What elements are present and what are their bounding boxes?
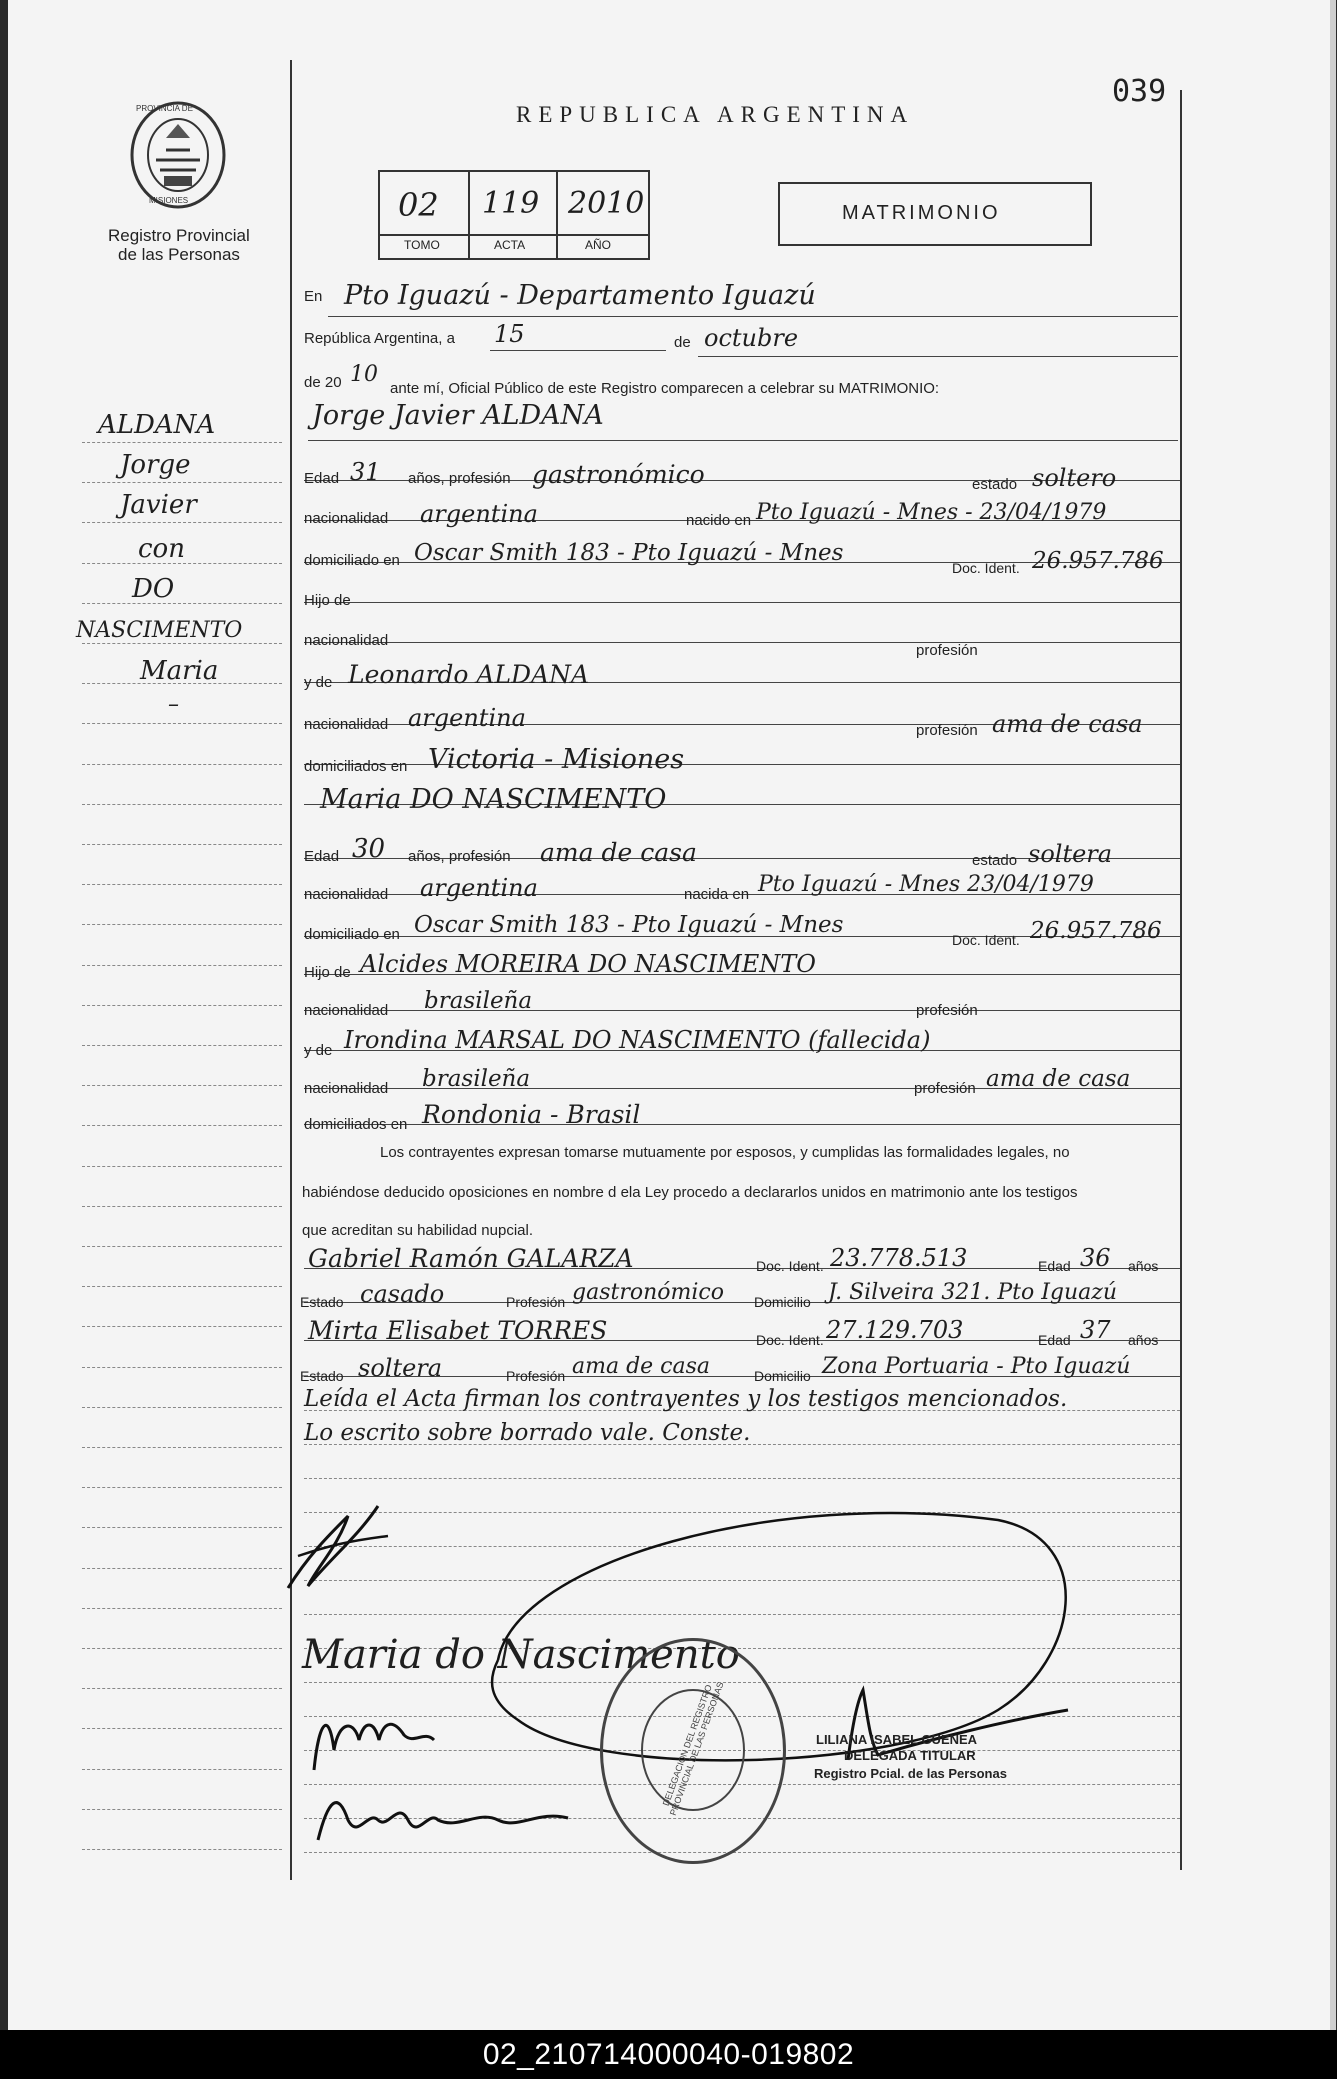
margin-note: ALDANA xyxy=(98,410,216,440)
groom-parents-address: Victoria - Misiones xyxy=(428,744,685,775)
label-nacida-en: nacida en xyxy=(684,886,750,903)
margin-ruled-line xyxy=(82,764,282,765)
bride-father: Alcides MOREIRA DO NASCIMENTO xyxy=(360,950,816,978)
label-nacionalidad: nacionalidad xyxy=(304,510,389,527)
country-heading: REPUBLICA ARGENTINA xyxy=(516,102,915,127)
margin-ruled-line xyxy=(82,1728,282,1729)
groom-address: Oscar Smith 183 - Pto Iguazú - Mnes xyxy=(414,540,844,566)
bride-birth: Pto Iguazú - Mnes 23/04/1979 xyxy=(758,872,1094,897)
margin-ruled-line xyxy=(82,1688,282,1689)
closing-line-1: Leída el Acta firman los contrayentes y los testigos mencionados. xyxy=(304,1386,1068,1412)
year-value: 10 xyxy=(350,362,378,387)
margin-note: Javier xyxy=(120,490,197,520)
acta-label: ACTA xyxy=(494,238,526,252)
margin-ruled-line xyxy=(82,482,282,483)
groom-status: soltero xyxy=(1032,464,1117,492)
label-anos-profesion-2: años, profesión xyxy=(408,848,511,865)
province-seal-icon xyxy=(126,98,230,212)
witness1-age: 36 xyxy=(1080,1244,1111,1272)
bride-father-nationality: brasileña xyxy=(424,988,533,1014)
bride-signature: Maria do Nascimento xyxy=(302,1632,740,1678)
margin-note: – xyxy=(168,692,179,717)
witness2-age: 37 xyxy=(1080,1316,1111,1344)
groom-mother-nationality: argentina xyxy=(408,704,526,732)
label-estado-2: estado xyxy=(972,852,1018,869)
label-profesion-2: profesión xyxy=(916,722,978,739)
witness1-status: casado xyxy=(360,1280,445,1308)
margin-ruled-line xyxy=(82,1608,282,1609)
margin-note: Maria xyxy=(140,656,219,686)
bride-status: soltera xyxy=(1028,840,1113,868)
right-margin-rule xyxy=(1180,90,1182,1870)
statement-line-1: Los contrayentes expresan tomarse mutuamente por esposos, y cumplidas las formalidades legales, no xyxy=(380,1144,1070,1161)
groom-age: 31 xyxy=(350,458,381,486)
margin-ruled-line xyxy=(82,1849,282,1850)
witness1-address: J. Silveira 321. Pto Iguazú xyxy=(828,1280,1118,1305)
label-republica: República Argentina, a xyxy=(304,330,455,347)
bride-name: Maria DO NASCIMENTO xyxy=(320,784,667,815)
official-round-seal xyxy=(600,1638,786,1864)
tomo-value: 02 xyxy=(398,186,439,224)
day-value: 15 xyxy=(494,320,525,348)
bride-address: Oscar Smith 183 - Pto Iguazú - Mnes xyxy=(414,912,844,938)
margin-ruled-line xyxy=(82,1769,282,1770)
witness2-address: Zona Portuaria - Pto Iguazú xyxy=(822,1354,1131,1379)
label-estado-4: Estado xyxy=(300,1368,344,1384)
groom-name: Jorge Javier ALDANA xyxy=(312,400,604,431)
bride-profession: ama de casa xyxy=(540,838,697,867)
footer-file-id: 02_210714000040-019802 xyxy=(0,2030,1337,2079)
label-profesion: profesión xyxy=(916,642,978,659)
label-de20: de 20 xyxy=(304,374,342,391)
witness1-name: Gabriel Ramón GALARZA xyxy=(308,1244,634,1273)
margin-ruled-line xyxy=(82,1206,282,1207)
anio-label: AÑO xyxy=(585,238,612,252)
margin-note: DO xyxy=(132,574,175,604)
body-ruled-line xyxy=(304,602,1180,603)
label-domicilio: Domicilio xyxy=(754,1294,811,1310)
margin-ruled-line xyxy=(82,1487,282,1488)
margin-ruled-line xyxy=(82,442,282,443)
groom-mother: Leonardo ALDANA xyxy=(348,660,590,689)
label-anos-2: años xyxy=(1128,1332,1159,1348)
statement-line-3: que acreditan su habilidad nupcial. xyxy=(302,1222,533,1239)
margin-ruled-line xyxy=(82,1085,282,1086)
margin-ruled-line xyxy=(82,1447,282,1448)
witness1-doc: 23.778.513 xyxy=(830,1244,968,1272)
anio-value: 2010 xyxy=(568,186,645,221)
label-domiciliado-en: domiciliado en xyxy=(304,552,400,569)
label-profesion-6: Profesión xyxy=(506,1368,566,1384)
register-sheet xyxy=(8,0,1336,2030)
label-doc-ident: Doc. Ident. xyxy=(952,560,1020,576)
margin-ruled-line xyxy=(82,1166,282,1167)
witness1-signature-icon xyxy=(304,1700,444,1780)
label-nacionalidad-2: nacionalidad xyxy=(304,632,389,649)
label-profesion-3: profesión xyxy=(916,1002,978,1019)
margin-ruled-line xyxy=(82,563,282,564)
margin-ruled-line xyxy=(82,1648,282,1649)
margin-ruled-line xyxy=(82,1286,282,1287)
groom-signature-icon xyxy=(278,1496,398,1596)
margin-ruled-line xyxy=(82,1568,282,1569)
margin-ruled-line xyxy=(82,804,282,805)
official-name: LILIANA ISABEL GUENEA xyxy=(816,1732,978,1747)
bride-doc: 26.957.786 xyxy=(1030,918,1162,944)
margin-ruled-line xyxy=(82,844,282,845)
seal-caption-top: PROVINCIA DE xyxy=(136,104,193,113)
closing-line-2: Lo escrito sobre borrado vale. Conste. xyxy=(304,1420,751,1446)
label-y-de-2: y de xyxy=(304,1042,333,1059)
margin-note: Jorge xyxy=(120,450,191,480)
label-estado: estado xyxy=(972,476,1018,493)
bride-mother: Irondina MARSAL DO NASCIMENTO (fallecida) xyxy=(344,1026,931,1054)
month-value: octubre xyxy=(704,324,799,352)
label-nacionalidad-4: nacionalidad xyxy=(304,886,389,903)
margin-ruled-line xyxy=(82,1407,282,1408)
label-profesion-4: profesión xyxy=(914,1080,976,1097)
margin-note: NASCIMENTO xyxy=(76,618,243,643)
margin-ruled-line xyxy=(82,1045,282,1046)
label-anos: años xyxy=(1128,1258,1159,1274)
label-edad-4: Edad xyxy=(1038,1332,1071,1348)
margin-ruled-line xyxy=(82,1527,282,1528)
tomo-label: TOMO xyxy=(404,238,440,252)
witness1-profession: gastronómico xyxy=(572,1280,724,1305)
groom-nationality: argentina xyxy=(420,500,538,528)
margin-note: con xyxy=(138,534,185,564)
official-title: DELEGADA TITULAR xyxy=(844,1748,976,1763)
witness2-doc: 27.129.703 xyxy=(826,1316,964,1344)
witness2-profession: ama de casa xyxy=(572,1354,711,1379)
margin-ruled-line xyxy=(82,1326,282,1327)
witness2-status: soltera xyxy=(358,1354,443,1382)
official-registry: Registro Pcial. de las Personas xyxy=(814,1766,1007,1781)
margin-ruled-line xyxy=(82,1005,282,1006)
label-edad-3: Edad xyxy=(1038,1258,1071,1274)
label-ante: ante mí, Oficial Público de este Registro comparecen a celebrar su MATRIMONIO: xyxy=(390,380,940,397)
label-hijo-de: Hijo de xyxy=(304,592,351,609)
label-domiciliado-en-2: domiciliado en xyxy=(304,926,400,943)
margin-ruled-line xyxy=(82,965,282,966)
record-type-box xyxy=(778,182,1092,246)
seal-ring-text: DELEGACION DEL REGISTRO PROVINCIAL DE LAS PERSONAS xyxy=(660,1680,726,1817)
record-type: MATRIMONIO xyxy=(842,202,1001,224)
label-anos-profesion: años, profesión xyxy=(408,470,511,487)
label-y-de: y de xyxy=(304,674,333,691)
label-hijo-de-2: Hijo de xyxy=(304,964,351,981)
margin-ruled-line xyxy=(82,1125,282,1126)
seal-caption-bottom: MISIONES xyxy=(149,196,189,205)
label-nacido-en: nacido en xyxy=(686,512,752,529)
label-nacionalidad-3: nacionalidad xyxy=(304,716,389,733)
registry-name-line2: de las Personas xyxy=(118,245,240,264)
page-number: 039 xyxy=(1112,74,1167,109)
groom-birth: Pto Iguazú - Mnes - 23/04/1979 xyxy=(756,500,1107,525)
label-domicilio-2: Domicilio xyxy=(754,1368,811,1384)
left-margin-rule xyxy=(290,60,292,1880)
label-nacionalidad-5: nacionalidad xyxy=(304,1002,389,1019)
body-ruled-line xyxy=(304,1478,1180,1479)
margin-ruled-line xyxy=(82,522,282,523)
statement-line-2: habiéndose deducido oposiciones en nombre d ela Ley procedo a declararlos unidos en matrimonio ante los testigos xyxy=(302,1184,1078,1201)
label-de: de xyxy=(674,334,691,351)
groom-profession: gastronómico xyxy=(532,460,705,489)
body-ruled-line xyxy=(304,642,1180,643)
groom-mother-profession: ama de casa xyxy=(992,710,1143,738)
margin-ruled-line xyxy=(82,603,282,604)
margin-ruled-line xyxy=(82,683,282,684)
label-domiciliados-en-2: domiciliados en xyxy=(304,1116,408,1133)
label-domiciliados-en: domiciliados en xyxy=(304,758,408,775)
record-number-box xyxy=(378,170,650,260)
label-en: En xyxy=(304,288,323,305)
margin-ruled-line xyxy=(82,884,282,885)
margin-ruled-line xyxy=(82,1809,282,1810)
witness2-signature-icon xyxy=(308,1780,588,1860)
label-doc-ident-2: Doc. Ident. xyxy=(952,932,1020,948)
bride-mother-nationality: brasileña xyxy=(422,1066,531,1092)
label-edad: Edad xyxy=(304,470,340,487)
label-edad-2: Edad xyxy=(304,848,340,865)
margin-ruled-line xyxy=(82,1367,282,1368)
margin-ruled-line xyxy=(82,924,282,925)
label-estado-3: Estado xyxy=(300,1294,344,1310)
registry-name-line1: Registro Provincial xyxy=(108,226,250,245)
bride-mother-profession: ama de casa xyxy=(986,1066,1131,1092)
bride-nationality: argentina xyxy=(420,874,538,902)
margin-ruled-line xyxy=(82,643,282,644)
place-value: Pto Iguazú - Departamento Iguazú xyxy=(344,280,816,311)
margin-ruled-line xyxy=(82,1246,282,1247)
groom-doc: 26.957.786 xyxy=(1032,548,1164,574)
label-doc-ident-4: Doc. Ident. xyxy=(756,1332,824,1348)
label-nacionalidad-6: nacionalidad xyxy=(304,1080,389,1097)
label-profesion-5: Profesión xyxy=(506,1294,566,1310)
margin-ruled-line xyxy=(82,723,282,724)
bride-parents-address: Rondonia - Brasil xyxy=(422,1100,641,1129)
acta-value: 119 xyxy=(482,186,540,221)
witness2-name: Mirta Elisabet TORRES xyxy=(308,1316,608,1345)
label-doc-ident-3: Doc. Ident. xyxy=(756,1258,824,1274)
bride-age: 30 xyxy=(352,834,386,864)
